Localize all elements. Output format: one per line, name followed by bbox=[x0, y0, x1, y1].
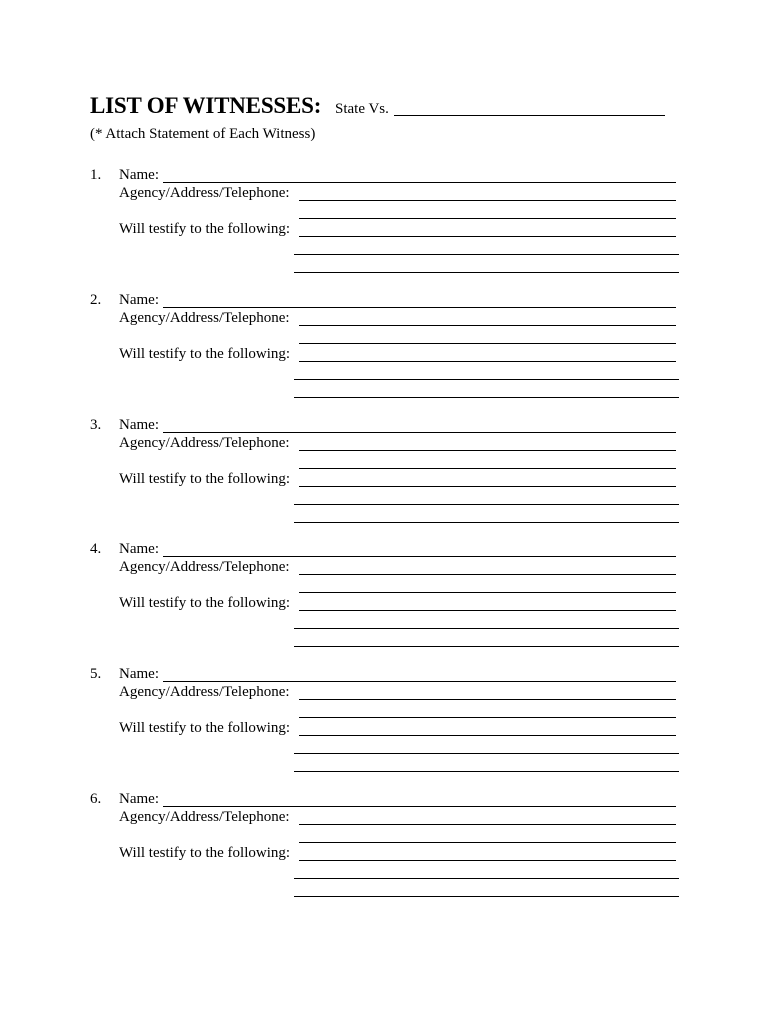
witness-agency-label: Agency/Address/Telephone: bbox=[119, 684, 290, 700]
witness-name-field[interactable] bbox=[163, 666, 676, 682]
state-vs-label: State Vs. bbox=[335, 101, 389, 117]
witness-testify-field-line-2[interactable] bbox=[294, 863, 679, 879]
witness-agency-label: Agency/Address/Telephone: bbox=[119, 809, 290, 825]
witness-testify-field-line-2[interactable] bbox=[294, 738, 679, 754]
witness-testify-label: Will testify to the following: bbox=[119, 221, 291, 237]
witness-agency-field-line-2[interactable] bbox=[299, 702, 676, 718]
witness-agency-field[interactable] bbox=[299, 809, 676, 825]
state-vs-field[interactable] bbox=[394, 100, 665, 116]
witness-number: 6. bbox=[90, 791, 102, 807]
witness-agency-field[interactable] bbox=[299, 559, 676, 575]
witness-agency-field-line-2[interactable] bbox=[299, 453, 676, 469]
witness-number: 1. bbox=[90, 167, 102, 183]
witness-testify-label: Will testify to the following: bbox=[119, 471, 291, 487]
witness-name-field[interactable] bbox=[163, 167, 676, 183]
witness-agency-field-line-2[interactable] bbox=[299, 203, 676, 219]
witness-testify-field-line-3[interactable] bbox=[294, 631, 679, 647]
witness-name-field[interactable] bbox=[163, 541, 676, 557]
witness-name-label: Name: bbox=[119, 292, 159, 308]
witness-agency-label: Agency/Address/Telephone: bbox=[119, 559, 290, 575]
witness-name-label: Name: bbox=[119, 541, 159, 557]
witness-agency-label: Agency/Address/Telephone: bbox=[119, 185, 290, 201]
witness-number: 2. bbox=[90, 292, 102, 308]
witness-agency-field[interactable] bbox=[299, 310, 676, 326]
witness-testify-field-line-3[interactable] bbox=[294, 756, 679, 772]
witness-testify-field-line-3[interactable] bbox=[294, 382, 679, 398]
witness-testify-field-line-2[interactable] bbox=[294, 239, 679, 255]
form-title: LIST OF WITNESSES: bbox=[90, 93, 322, 118]
witness-testify-field[interactable] bbox=[299, 471, 676, 487]
witness-number: 4. bbox=[90, 541, 102, 557]
witness-testify-field[interactable] bbox=[299, 595, 676, 611]
witness-name-field[interactable] bbox=[163, 791, 676, 807]
witness-name-label: Name: bbox=[119, 666, 159, 682]
attach-statement-note: (* Attach Statement of Each Witness) bbox=[90, 126, 316, 142]
witness-agency-field[interactable] bbox=[299, 185, 676, 201]
witness-testify-field[interactable] bbox=[299, 221, 676, 237]
witness-testify-label: Will testify to the following: bbox=[119, 595, 291, 611]
witness-agency-label: Agency/Address/Telephone: bbox=[119, 310, 290, 326]
witness-testify-field[interactable] bbox=[299, 845, 676, 861]
witness-agency-field[interactable] bbox=[299, 684, 676, 700]
witness-testify-field-line-3[interactable] bbox=[294, 881, 679, 897]
witness-agency-field-line-2[interactable] bbox=[299, 328, 676, 344]
witness-name-label: Name: bbox=[119, 417, 159, 433]
witness-name-field[interactable] bbox=[163, 292, 676, 308]
witness-testify-field[interactable] bbox=[299, 346, 676, 362]
witness-testify-label: Will testify to the following: bbox=[119, 346, 291, 362]
witness-testify-field[interactable] bbox=[299, 720, 676, 736]
witness-testify-label: Will testify to the following: bbox=[119, 845, 291, 861]
witness-name-label: Name: bbox=[119, 167, 159, 183]
witness-number: 5. bbox=[90, 666, 102, 682]
witness-name-label: Name: bbox=[119, 791, 159, 807]
witness-number: 3. bbox=[90, 417, 102, 433]
witness-testify-label: Will testify to the following: bbox=[119, 720, 291, 736]
witness-testify-field-line-3[interactable] bbox=[294, 507, 679, 523]
witness-agency-field[interactable] bbox=[299, 435, 676, 451]
witness-testify-field-line-2[interactable] bbox=[294, 613, 679, 629]
witness-agency-field-line-2[interactable] bbox=[299, 577, 676, 593]
witness-agency-label: Agency/Address/Telephone: bbox=[119, 435, 290, 451]
witness-testify-field-line-2[interactable] bbox=[294, 364, 679, 380]
witness-name-field[interactable] bbox=[163, 417, 676, 433]
witness-agency-field-line-2[interactable] bbox=[299, 827, 676, 843]
witness-testify-field-line-2[interactable] bbox=[294, 489, 679, 505]
witness-testify-field-line-3[interactable] bbox=[294, 257, 679, 273]
